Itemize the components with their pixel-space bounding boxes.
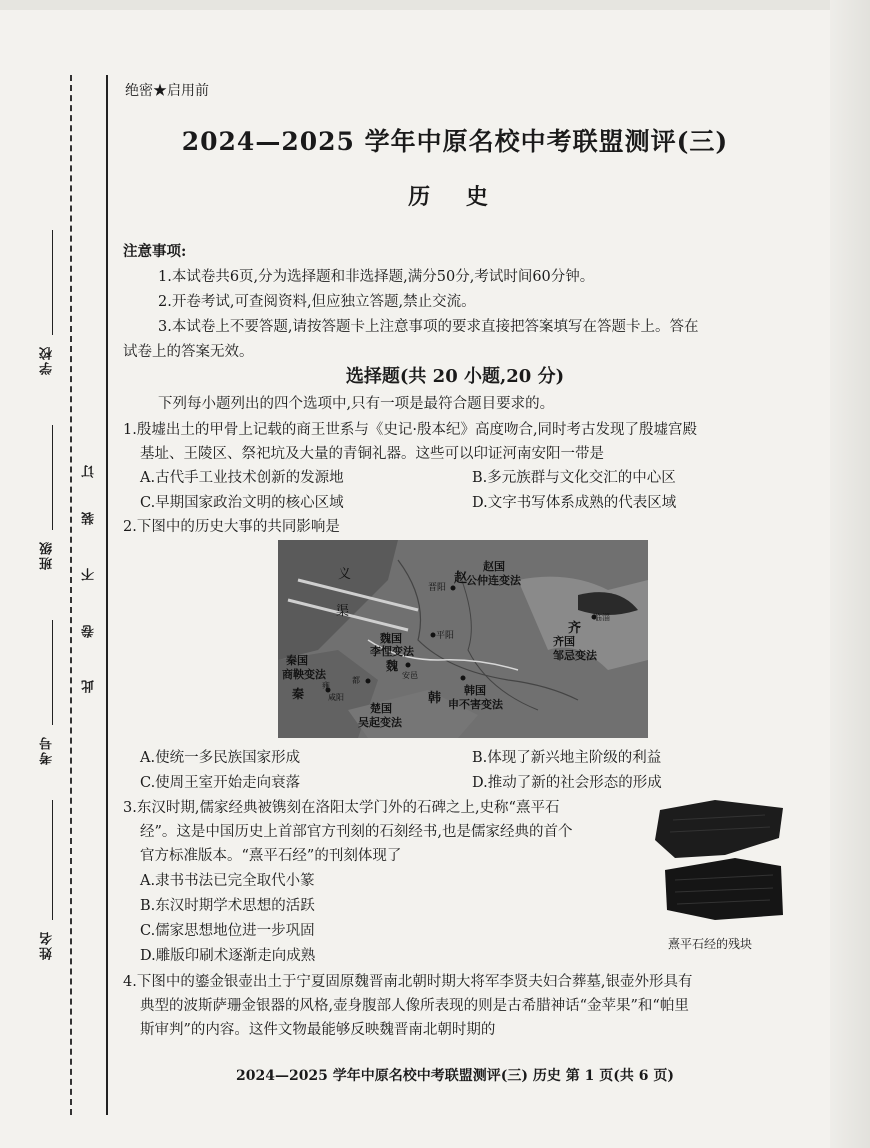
map-label: 吴起变法 [358, 716, 402, 729]
map-label: 魏 [386, 659, 399, 673]
question-3-option-d[interactable]: D.雕版印刷术逐渐走向成熟 [140, 948, 316, 964]
question-2-option-c[interactable]: C.使周王室开始走向衰落 [140, 775, 301, 791]
map-label: 秦 [292, 687, 305, 701]
map-label: 秦国 [286, 654, 308, 667]
warring-states-reform-map [278, 540, 648, 738]
name-label: 姓名 [40, 930, 55, 960]
exam-title: 2024—2025 学年中原名校中考联盟测评(三) [181, 127, 729, 156]
name-blank [52, 800, 53, 920]
map-label: 齐 [568, 621, 582, 636]
question-4-stem: 典型的波斯萨珊金银器的风格,壶身腹部人像所表现的则是古希腊神话“金苹果”和“帕里 [140, 998, 689, 1014]
map-label: 商鞅变法 [282, 668, 326, 681]
fold-char: 此 [82, 680, 97, 693]
map-label: 雍 [322, 681, 330, 690]
map-label: 临淄 [594, 613, 610, 622]
map-label: 邹忌变法 [553, 649, 597, 662]
map-label: 都 [352, 676, 360, 685]
bleed-through-page [830, 0, 870, 1148]
question-2-stem: 2.下图中的历史大事的共同影响是 [123, 519, 340, 535]
exam-no-blank [52, 620, 53, 725]
question-1-option-a[interactable]: A.古代手工业技术创新的发源地 [140, 470, 344, 486]
question-3-option-b[interactable]: B.东汉时期学术思想的活跃 [140, 898, 315, 914]
question-2-option-b[interactable]: B.体现了新兴地主阶级的利益 [472, 750, 662, 766]
confidential-mark: 绝密★启用前 [125, 83, 209, 99]
map-label: 平阳 [436, 631, 455, 641]
map-label: 咸阳 [328, 693, 344, 702]
map-label: 义 [338, 567, 352, 582]
question-1-option-b[interactable]: B.多元族群与文化交汇的中心区 [472, 470, 676, 486]
map-label: 公仲连变法 [466, 574, 521, 587]
question-3-stem: 官方标准版本。“熹平石经”的刊刻体现了 [140, 848, 402, 864]
map-label: 申不害变法 [448, 698, 503, 711]
map-label: 晋阳 [428, 583, 447, 593]
notice-heading: 注意事项: [123, 243, 187, 260]
map-label: 赵国 [483, 560, 505, 573]
section-title: 选择题(共 20 小题,20 分) [345, 366, 565, 387]
map-label: 韩 [428, 691, 442, 706]
map-label: 魏国 [380, 632, 402, 645]
question-2-option-d[interactable]: D.推动了新的社会形态的形成 [472, 775, 662, 791]
question-3-option-a[interactable]: A.隶书书法已完全取代小篆 [140, 873, 315, 889]
exam-no-label: 考号 [40, 735, 55, 765]
page-edge [0, 0, 870, 10]
question-1-option-d[interactable]: D.文字书写体系成熟的代表区域 [472, 495, 677, 511]
question-3-stem: 经”。这是中国历史上首部官方刊刻的石刻经书,也是儒家经典的首个 [140, 824, 573, 840]
question-4-stem: 4.下图中的鎏金银壶出土于宁夏固原魏晋南北朝时期大将军李贤夫妇合葬墓,银壶外形具有 [123, 974, 693, 990]
map-label: 安邑 [402, 671, 418, 680]
stone-image-caption: 熹平石经的残块 [668, 937, 753, 951]
school-label: 学校 [40, 345, 55, 375]
subject-title: 历 史 [408, 184, 502, 210]
class-label: 班级 [40, 540, 55, 570]
map-label: 渠 [336, 604, 350, 619]
map-label: 韩国 [464, 684, 486, 697]
question-4-stem: 斯审判”的内容。这件文物最能够反映魏晋南北朝时期的 [140, 1022, 496, 1038]
notice-item: 3.本试卷上不要答题,请按答题卡上注意事项的要求直接把答案填写在答题卡上。答在 [158, 319, 699, 335]
page-footer: 2024—2025 学年中原名校中考联盟测评(三) 历史 第 1 页(共 6 页) [235, 1068, 675, 1084]
binding-solid-line [106, 75, 108, 1115]
notice-item: 2.开卷考试,可查阅资料,但应独立答题,禁止交流。 [158, 294, 476, 310]
map-label: 赵 [454, 571, 468, 586]
question-1-stem: 1.殷墟出土的甲骨上记载的商王世系与《史记·殷本纪》高度吻合,同时考古发现了殷墟宫殿 [123, 422, 698, 438]
school-blank [52, 230, 53, 335]
fold-char: 装 [82, 512, 97, 525]
question-1-stem: 基址、王陵区、祭祀坑及大量的青铜礼器。这些可以印证河南安阳一带是 [140, 446, 604, 462]
question-3-option-c[interactable]: C.儒家思想地位进一步巩固 [140, 923, 315, 939]
fold-char: 订 [82, 465, 97, 478]
question-1-option-c[interactable]: C.早期国家政治文明的核心区域 [140, 495, 344, 511]
map-label: 李悝变法 [370, 645, 414, 658]
question-3-stem: 3.东汉时期,儒家经典被镌刻在洛阳太学门外的石碑之上,史称“熹平石 [123, 800, 560, 816]
fold-char: 不 [82, 568, 97, 581]
map-label: 楚国 [370, 702, 392, 715]
fold-char: 卷 [82, 625, 97, 638]
notice-item: 试卷上的答案无效。 [123, 344, 254, 360]
notice-item: 1.本试卷共6页,分为选择题和非选择题,满分50分,考试时间60分钟。 [158, 269, 595, 285]
map-label: 齐国 [553, 635, 575, 648]
question-2-option-a[interactable]: A.使统一多民族国家形成 [140, 750, 301, 766]
class-blank [52, 425, 53, 530]
binding-dashed-line [70, 75, 72, 1115]
section-instruction: 下列每小题列出的四个选项中,只有一项是最符合题目要求的。 [158, 396, 555, 412]
xiping-stone-fragment-image [655, 800, 785, 930]
